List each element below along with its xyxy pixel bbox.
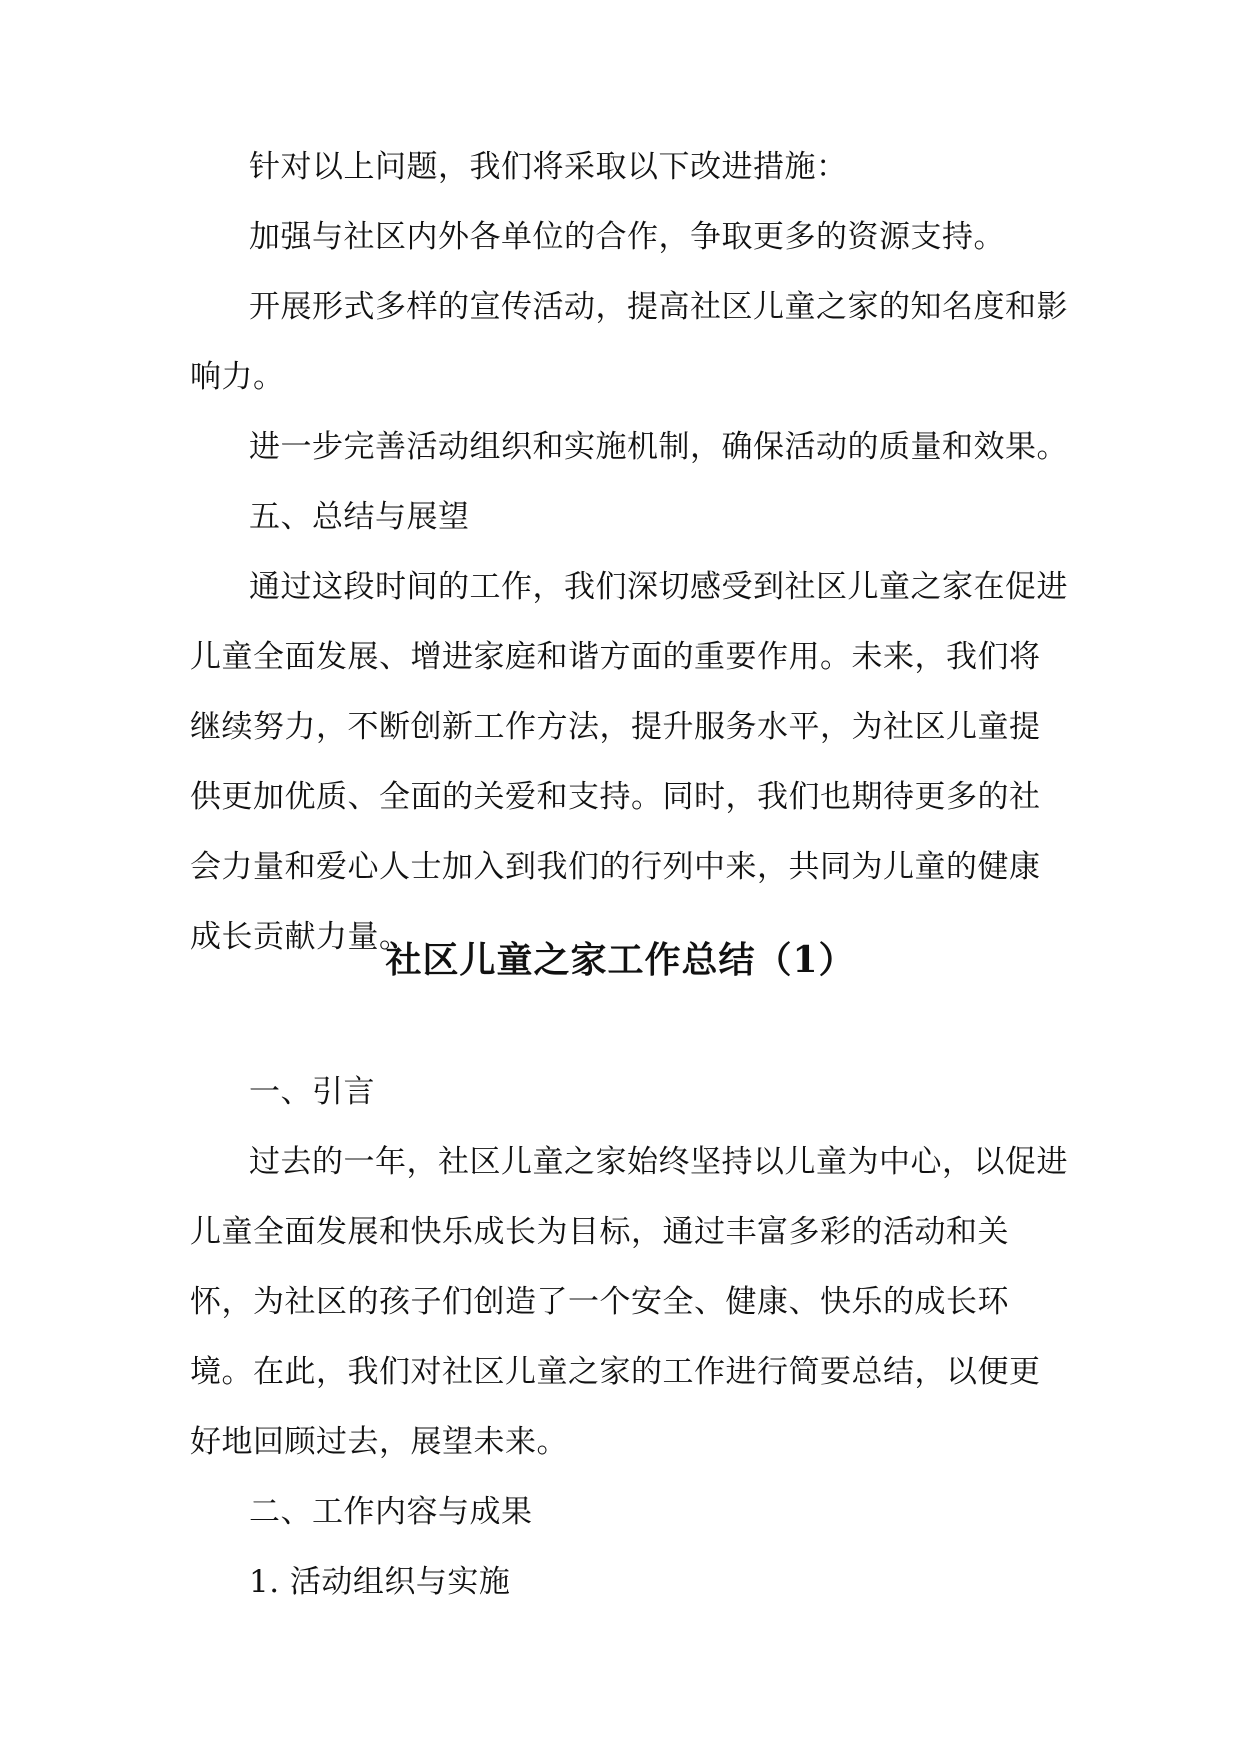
section-heading-two: 二、工作内容与成果 [249,1494,533,1530]
measure-item: 开展形式多样的宣传活动，提高社区儿童之家的知名度和影响力。 [190,289,1068,395]
subheading-activity: 1. 活动组织与实施 [249,1564,511,1600]
section-heading-five: 五、总结与展望 [249,499,470,535]
measure-item: 进一步完善活动组织和实施机制，确保活动的质量和效果。 [249,429,1068,465]
document-title: 社区儿童之家工作总结（1） [385,939,856,981]
conclusion-paragraph: 通过这段时间的工作，我们深切感受到社区儿童之家在促进儿童全面发展、增进家庭和谐方面的重要作用。未来，我们将继续努力，不断创新工作方法，提升服务水平，为社区儿童提供更加优质、全面的关爱和支持。同时，我们也期待更多的社会力量和爱心人士加入到我们的行列中来，共同为儿童的健康成长贡献力量。 [190,569,1068,955]
measure-item: 加强与社区内外各单位的合作，争取更多的资源支持。 [249,219,1005,255]
document-body [190,1057,1070,1617]
improvement-intro: 针对以上问题，我们将采取以下改进措施： [249,149,848,185]
intro-paragraph: 过去的一年，社区儿童之家始终坚持以儿童为中心，以促进儿童全面发展和快乐成长为目标，通过丰富多彩的活动和关怀，为社区的孩子们创造了一个安全、健康、快乐的成长环境。在此，我们对社区儿童之家的工作进行简要总结，以便更好地回顾过去，展望未来。 [190,1144,1068,1460]
section-heading-one: 一、引言 [249,1074,375,1110]
top-section [190,132,1070,972]
